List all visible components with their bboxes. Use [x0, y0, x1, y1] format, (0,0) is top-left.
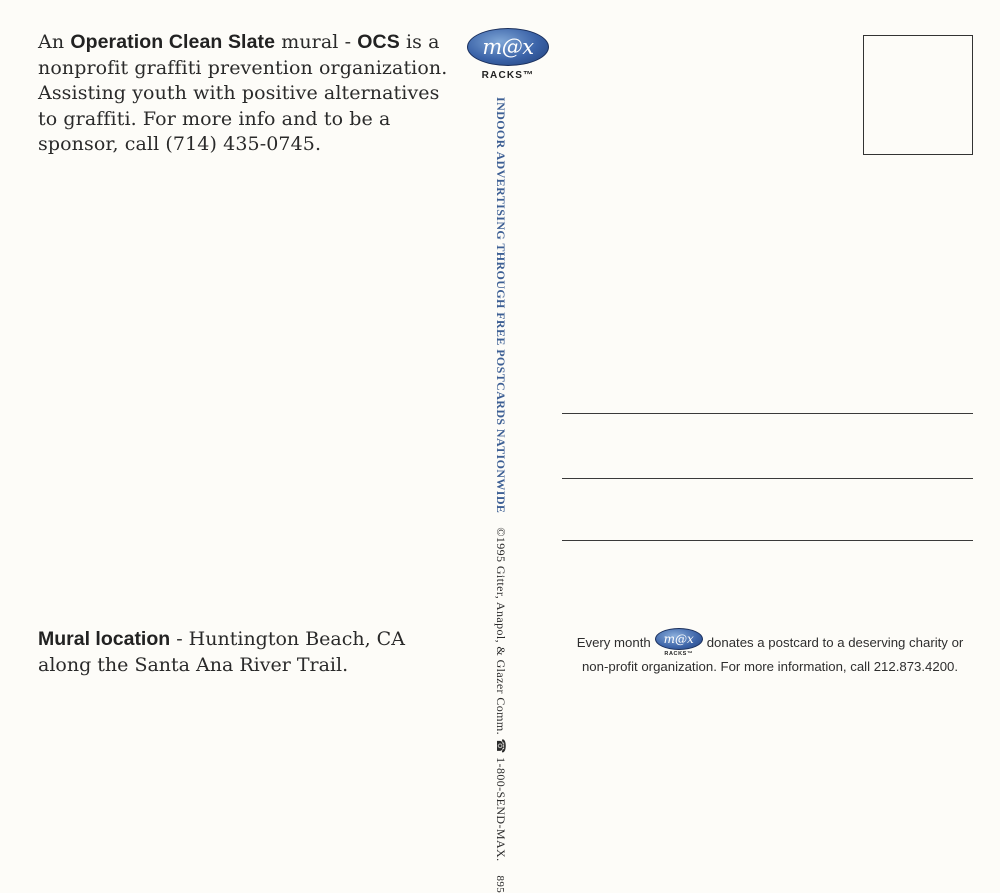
mural-name: Operation Clean Slate	[70, 31, 275, 53]
card-code: 895	[494, 876, 506, 893]
description-mid: mural -	[275, 31, 357, 53]
advertising-tagline: INDOOR ADVERTISING THROUGH FREE POSTCARDS NATIONWIDE	[493, 97, 508, 513]
copyright-notice: ©1995 Gitter, Anapol, & Glazer Comm. ☎ 1-800-SEND-MAX.	[493, 527, 508, 861]
address-line-1	[562, 413, 973, 414]
max-racks-logo	[466, 28, 550, 81]
footer-logo-subtitle: RACKS™	[664, 651, 693, 657]
mural-description	[38, 30, 458, 158]
footer-text-after: donates a postcard to a deserving charity or	[707, 635, 964, 650]
stamp-box	[863, 35, 973, 155]
ocs-acronym: OCS	[357, 31, 400, 53]
footer-logo-oval: m@x	[655, 628, 703, 650]
max-logo-subtitle: RACKS™	[466, 70, 550, 81]
address-line-2	[562, 478, 973, 479]
footer-text-before: Every month	[577, 635, 651, 650]
footer-line-2: non-profit organization. For more information, call 212.873.4200.	[560, 659, 980, 674]
description-rest: is a nonprofit graffiti prevention organization. Assisting youth with positive alternatives to graffiti. For more info and to be a sponsor, call (714) 435-0745.	[38, 31, 447, 155]
max-logo-oval: m@x	[467, 28, 549, 66]
charity-footer	[560, 628, 980, 674]
mural-location	[38, 626, 458, 678]
address-line-3	[562, 540, 973, 541]
location-text: - Huntington Beach, CA along the Santa Ana River Trail.	[38, 628, 405, 676]
footer-max-logo	[655, 628, 703, 657]
vertical-divider-text	[493, 97, 508, 893]
description-prefix: An	[38, 31, 70, 53]
location-label: Mural location	[38, 628, 170, 650]
